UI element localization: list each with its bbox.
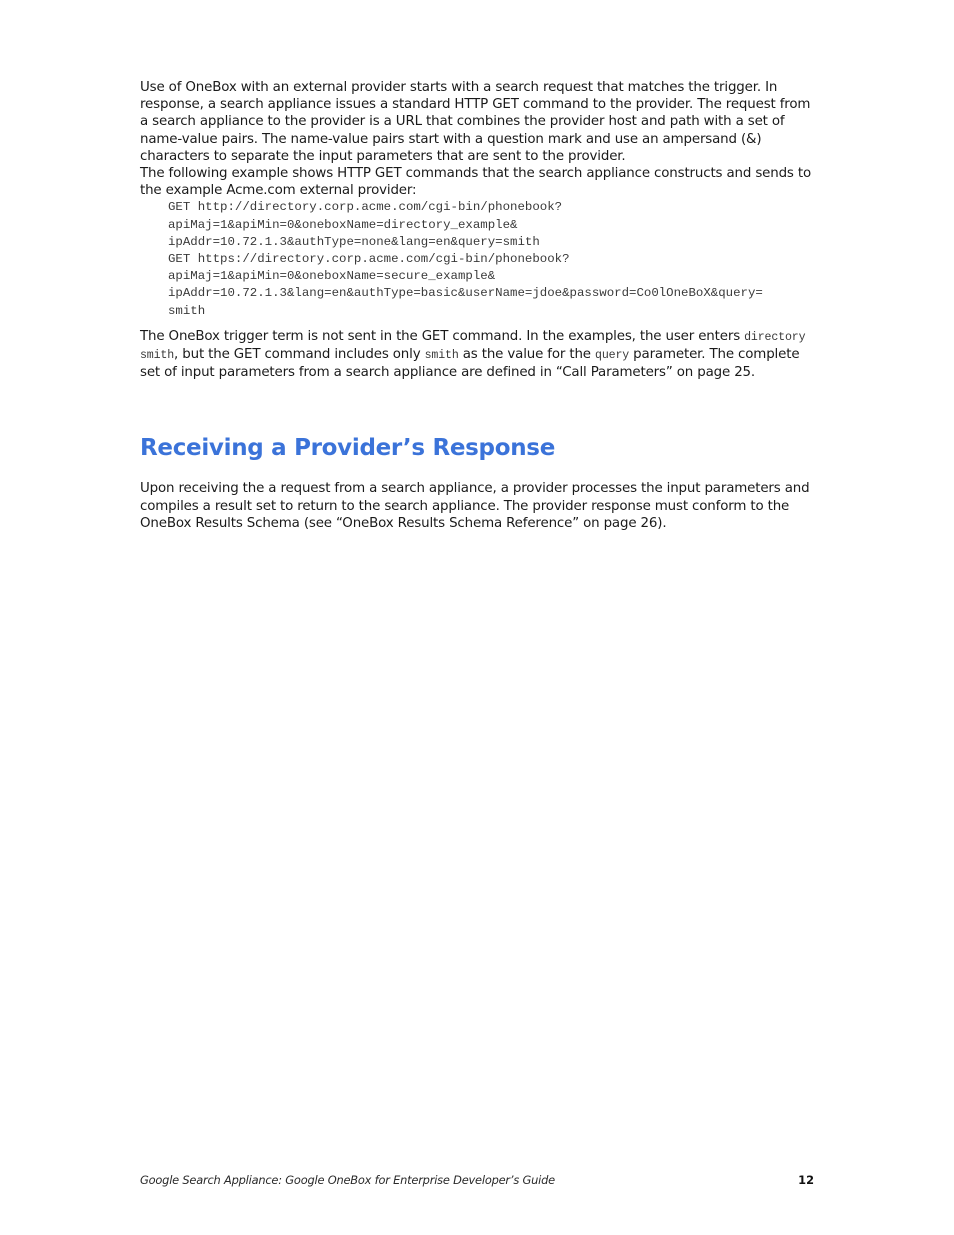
page-footer: [140, 1173, 816, 1191]
trigger-paragraph: [140, 328, 816, 382]
section-paragraph: Upon receiving the a request from a search appliance, a provider processes the input parameters and compiles a result set to return to the search appliance. The provider response must conform to the OneBox Results Schema (see “OneBox Results Schema Reference” on page 26).: [140, 481, 810, 531]
page-number: 12: [798, 1173, 814, 1187]
footer-title: Google Search Appliance: Google OneBox for Enterprise Developer’s Guide: [140, 1173, 555, 1187]
trigger-text-4: parameter. The complete set of input parameters from a search appliance are defined in “Call Parameters” on page 25.: [140, 347, 800, 381]
intro-paragraph-1: Use of OneBox with an external provider starts with a search request that matches the trigger. In response, a search appliance issues a standard HTTP GET command to the provider. The request from a search appliance to the provider is a URL that combines the provider host and path with a set of name-value pairs. The name-value pairs start with a question mark and use an ampersand (&) characters to separate the input parameters that are sent to the provider.: [140, 80, 811, 164]
trigger-text-2: , but the GET command includes only: [174, 347, 425, 363]
trigger-text-1: The OneBox trigger term is not sent in the GET command. In the examples, the user enters: [140, 328, 745, 344]
inline-code-query: query: [595, 349, 630, 363]
code-example: GET http://directory.corp.acme.com/cgi-bin/phonebook? apiMaj=1&apiMin=0&oneboxName=directory_example& ipAddr=10.72.1.3&authType=none&lang=en&query=smith GET https://directory.corp.acme.com/cgi-bin/phonebook? apiMaj=1&apiMin=0&oneboxName=secure_example& ipAddr=10.72.1.3&lang=en&authType=basic&userName=jdoe&password=Co0lOneBoX&query= smith: [168, 200, 763, 318]
page-content: [140, 79, 816, 532]
trigger-text-3: as the value for the: [458, 347, 596, 363]
section-heading: Receiving a Provider’s Response: [140, 435, 555, 462]
inline-code-smith: smith: [424, 349, 459, 363]
inline-code-directory-smith: directory smith: [140, 330, 806, 363]
intro-paragraph-2: The following example shows HTTP GET commands that the search appliance constructs and sends to the example Acme.com external provider:: [140, 166, 812, 199]
